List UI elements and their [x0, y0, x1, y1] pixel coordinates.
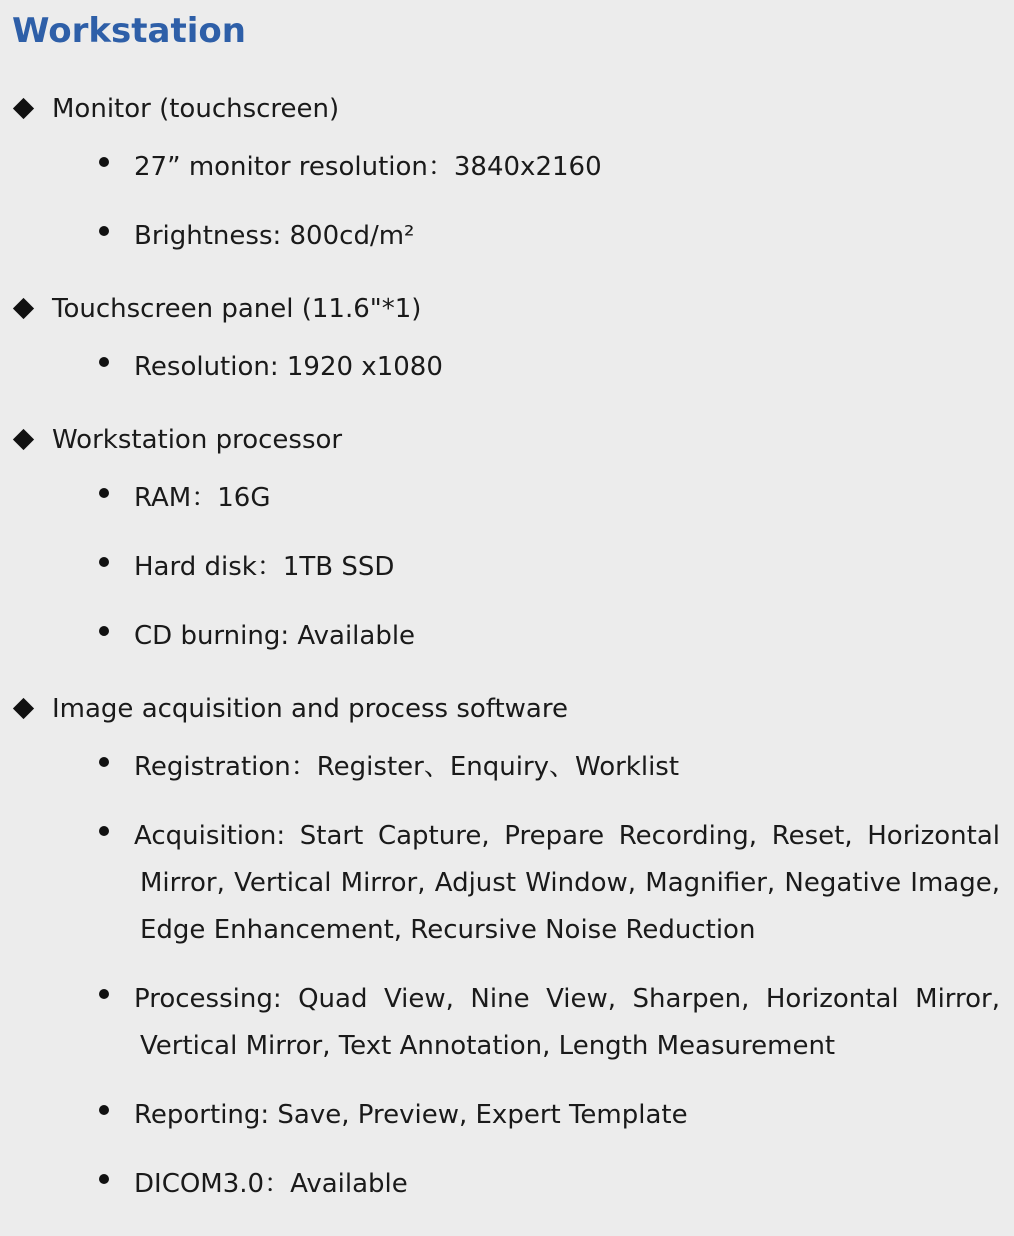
section-heading — [0, 688, 1014, 750]
dot-bullet-icon — [99, 626, 109, 636]
list-item-text: Brightness: 800cd/m² — [134, 221, 415, 251]
list-item-text: Reporting: Save, Preview, Expert Template — [134, 1100, 688, 1130]
list-item — [0, 213, 1014, 260]
list-item — [0, 813, 1014, 954]
dot-bullet-icon — [99, 826, 109, 836]
list-item — [0, 144, 1014, 191]
section-label: Workstation processor — [52, 425, 343, 455]
dot-bullet-icon — [99, 989, 109, 999]
list-item — [0, 475, 1014, 522]
dot-bullet-icon — [99, 157, 109, 167]
diamond-bullet-icon — [13, 698, 34, 719]
section-label: Touchscreen panel (11.6"*1) — [52, 294, 422, 324]
diamond-bullet-icon — [13, 98, 34, 119]
list-item — [0, 613, 1014, 660]
list-item — [0, 976, 1014, 1070]
spec-sections — [0, 88, 1014, 1236]
dot-bullet-icon — [99, 488, 109, 498]
section-touchscreen-panel — [0, 288, 1014, 391]
dot-bullet-icon — [99, 1105, 109, 1115]
diamond-bullet-icon — [13, 298, 34, 319]
list-item-text: Processing: Quad View, Nine View, Sharpen, Horizontal Mirror, Vertical Mirror, Text Annotation, Length Measurement — [134, 984, 1000, 1061]
dot-bullet-icon — [99, 757, 109, 767]
list-item-text: Acquisition: Start Capture, Prepare Recording, Reset, Horizontal Mirror, Vertical Mirror, Adjust Window, Magnifier, Negative Image, Edge Enhancement, Recursive Noise Reduction — [134, 821, 1000, 945]
section-workstation-processor — [0, 419, 1014, 660]
section-heading — [0, 88, 1014, 150]
dot-bullet-icon — [99, 357, 109, 367]
dot-bullet-icon — [99, 557, 109, 567]
list-item-text: DICOM3.0：Available — [134, 1169, 408, 1199]
section-label: Monitor (touchscreen) — [52, 94, 340, 124]
dot-bullet-icon — [99, 226, 109, 236]
list-item — [0, 744, 1014, 791]
diamond-bullet-icon — [13, 429, 34, 450]
list-item — [0, 1092, 1014, 1139]
list-item-text: 27” monitor resolution：3840x2160 — [134, 152, 602, 182]
page-title: Workstation — [12, 11, 246, 51]
section-software — [0, 688, 1014, 1208]
list-item-text: Resolution: 1920 x1080 — [134, 352, 443, 382]
section-heading — [0, 288, 1014, 350]
section-label: Image acquisition and process software — [52, 694, 568, 724]
section-heading — [0, 419, 1014, 481]
section-monitor — [0, 88, 1014, 260]
list-item — [0, 344, 1014, 391]
list-item-text: Hard disk：1TB SSD — [134, 552, 395, 582]
dot-bullet-icon — [99, 1174, 109, 1184]
list-item-text: CD burning: Available — [134, 621, 416, 651]
list-item — [0, 544, 1014, 591]
list-item-text: Registration：Register、Enquiry、Worklist — [134, 752, 680, 782]
list-item-text: RAM：16G — [134, 483, 271, 513]
list-item — [0, 1161, 1014, 1208]
